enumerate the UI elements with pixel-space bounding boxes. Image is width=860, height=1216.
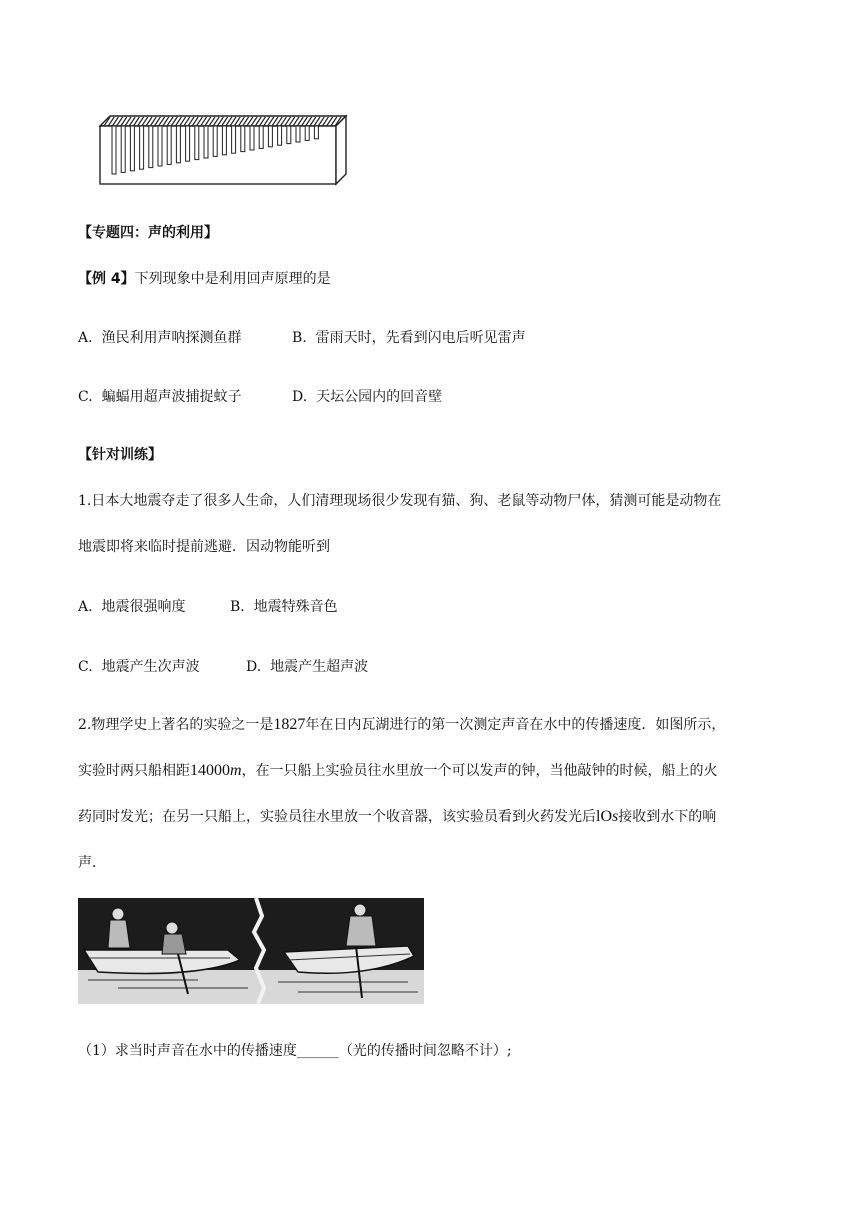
option-letter: B.: [292, 330, 307, 346]
q1-option-d: [246, 656, 368, 676]
example-label: 【例 4】: [78, 271, 135, 287]
option-letter: C.: [78, 389, 93, 405]
q1-option-b: [230, 596, 338, 616]
time-unit: s: [612, 808, 619, 825]
distance-unit: m: [230, 762, 242, 779]
example-option-d: [292, 386, 442, 406]
q2-line3: 药同时发光；在另一只船上，实验员往水里放一个收音器，该实验员看到火药发光后lOs接收到水下的响: [78, 808, 717, 825]
option-letter: D.: [246, 659, 262, 675]
time-value: lO: [596, 808, 612, 825]
q1-option-a: [78, 596, 185, 616]
q1-line1: 1.日本大地震夺走了很多人生命，人们清理现场很少发现有猫、狗、老鼠等动物尸体，猜测可能是动物在: [78, 493, 722, 509]
option-letter: A.: [78, 330, 93, 346]
q2-sub1: （1）求当时声音在水中的传播速度______（光的传播时间忽略不计）;: [78, 1043, 512, 1059]
option-letter: C.: [78, 659, 93, 675]
option-letter: A.: [78, 599, 93, 615]
q1-option-c: [78, 656, 200, 676]
boats-experiment-figure: [78, 898, 424, 1004]
option-text: 地震很强响度: [101, 599, 186, 615]
q2-line1: 2.物理学史上著名的实验之一是1827年在日内瓦湖进行的第一次测定声音在水中的传播速度．如图所示，: [78, 716, 726, 733]
training-title: 【针对训练】: [78, 447, 162, 463]
comb-block-figure: [96, 108, 348, 192]
example-option-a: [78, 327, 241, 347]
year-value: 1827: [273, 716, 306, 733]
option-text: 地震产生次声波: [101, 659, 200, 675]
q1-line2: 地震即将来临时提前逃避．因动物能听到: [78, 539, 330, 555]
option-text: 地震产生超声波: [270, 659, 369, 675]
q2-line2: 实验时两只船相距14000m，在一只船上实验员往水里放一个可以发声的钟，当他敲钟的时候，船上的火: [78, 762, 718, 779]
example-option-c: [78, 386, 242, 406]
option-text: 渔民利用声呐探测鱼群: [101, 330, 242, 346]
option-letter: D.: [292, 389, 308, 405]
distance-value: 14000: [190, 762, 230, 779]
example-question-text: 下列现象中是利用回声原理的是: [134, 271, 331, 287]
option-text: 天坛公园内的回音壁: [316, 389, 443, 405]
q2-line4: 声．: [78, 855, 106, 871]
option-letter: B.: [230, 599, 245, 615]
option-text: 地震特殊音色: [253, 599, 338, 615]
option-text: 雷雨天时，先看到闪电后听见雷声: [315, 330, 526, 346]
example-option-b: [292, 327, 526, 347]
section-title: 【专题四：声的利用】: [78, 225, 218, 241]
option-text: 蝙蝠用超声波捕捉蚊子: [101, 389, 242, 405]
example-question: [78, 268, 331, 288]
